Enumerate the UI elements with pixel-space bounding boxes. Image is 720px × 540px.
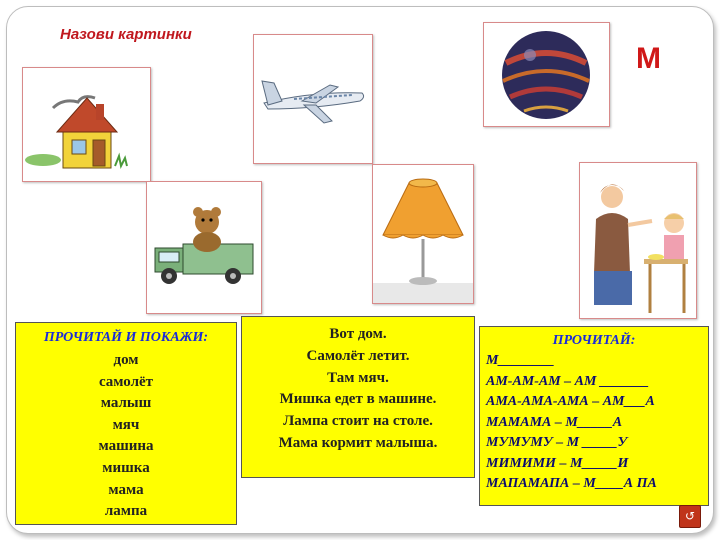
- syllables-box: [479, 326, 709, 506]
- airplane-icon: [254, 35, 372, 163]
- list-item: мяч: [112, 416, 140, 433]
- syllables-list: [486, 351, 708, 495]
- list-item: малыш: [100, 395, 152, 412]
- house-icon: [23, 68, 150, 181]
- list-item: АМ-АМ-АМ – АМ _______: [486, 373, 649, 389]
- return-button[interactable]: [679, 505, 701, 528]
- list-item: Там мяч.: [327, 369, 389, 386]
- letter-label: М: [636, 42, 661, 75]
- page-title: Назови картинки: [60, 26, 192, 43]
- picture-house: [22, 67, 151, 182]
- list-item: мама: [108, 481, 144, 498]
- list-item: Мишка едет в машине.: [279, 391, 437, 408]
- list-item: мишка: [102, 459, 150, 476]
- syllables-heading: ПРОЧИТАЙ:: [552, 333, 636, 348]
- picture-lamp: [372, 164, 474, 304]
- list-item: Мама кормит малыша.: [278, 434, 438, 451]
- list-item: Лампа стоит на столе.: [283, 413, 433, 430]
- picture-ball: [483, 22, 610, 127]
- list-item: самолёт: [98, 373, 154, 390]
- list-item: АМА-АМА-АМА – АМ___А: [486, 394, 655, 409]
- return-arrow-icon: ↺: [684, 509, 696, 523]
- sentences-box: [241, 316, 475, 478]
- words-heading: ПРОЧИТАЙ И ПОКАЖИ:: [43, 330, 209, 345]
- list-item: лампа: [104, 503, 148, 520]
- list-item: МУМУМУ – М _____У: [486, 435, 628, 450]
- list-item: МАМАМА – М_____А: [486, 414, 623, 430]
- list-item: Самолёт летит.: [306, 347, 410, 364]
- lamp-icon: [373, 165, 473, 303]
- list-item: МАПАМАПА – М____А ПА: [486, 476, 657, 491]
- words-list: [16, 350, 236, 523]
- list-item: М________: [486, 353, 555, 368]
- mother-child-icon: [580, 163, 696, 318]
- ball-icon: [484, 23, 609, 126]
- list-item: МИМИМИ – М_____И: [486, 455, 629, 471]
- words-box: [15, 322, 237, 525]
- list-item: машина: [98, 438, 154, 455]
- list-item: Вот дом.: [329, 326, 387, 342]
- truck-icon: [147, 182, 261, 313]
- picture-truck-with-bear: [146, 181, 262, 314]
- list-item: дом: [113, 352, 139, 368]
- picture-airplane: [253, 34, 373, 164]
- sentences-list: [242, 324, 474, 455]
- picture-mother-feeding-child: [579, 162, 697, 319]
